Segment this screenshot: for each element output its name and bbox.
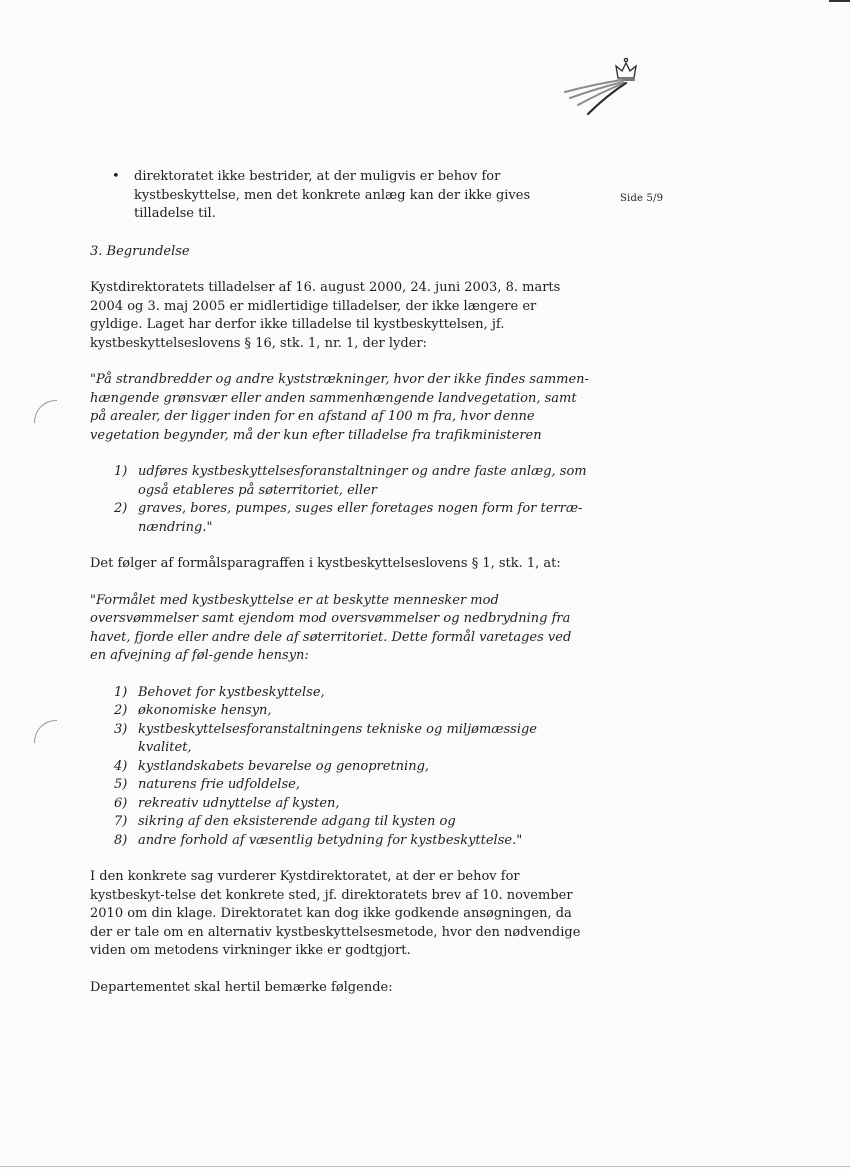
list-number: 6) bbox=[114, 795, 128, 811]
list-item bbox=[90, 500, 590, 537]
list-item bbox=[90, 795, 590, 814]
list-text: udføres kystbeskyttelsesforanstaltninger og andre faste anlæg, som også etableres på søterritoriet, eller bbox=[138, 464, 587, 498]
list-text: økonomiske hensyn, bbox=[138, 703, 272, 718]
list-item bbox=[90, 721, 590, 758]
list-text: naturens frie udfoldelse, bbox=[138, 777, 300, 792]
list-number: 8) bbox=[114, 832, 128, 848]
quote-section-1: "Formålet med kystbeskyttelse er at beskytte mennesker mod oversvømmelser samt ejendom mod oversvømmelser og nedbrydning fra havet, fjorde eller andre dele af søterritoriet. Dette formål varetages ved en afvejning af føl-gende hensyn: bbox=[90, 592, 572, 663]
paragraph-2: Det følger af formålsparagraffen i kystbeskyttelseslovens § 1, stk. 1, at: bbox=[90, 556, 561, 571]
list-item bbox=[90, 463, 590, 500]
page-number: Side 5/9 bbox=[620, 193, 664, 204]
list-text: andre forhold af væsentlig betydning for kystbeskyttelse." bbox=[138, 832, 523, 848]
list-item bbox=[90, 813, 590, 832]
punch-hole-bottom bbox=[34, 720, 57, 743]
list-section-16 bbox=[90, 463, 590, 537]
list-item bbox=[90, 758, 590, 777]
scan-edge-mark bbox=[829, 0, 850, 2]
list-number: 1) bbox=[114, 464, 128, 479]
punch-hole-top bbox=[34, 400, 57, 423]
paragraph-4: Departementet skal hertil bemærke følgende: bbox=[90, 979, 393, 995]
scan-edge-mark-bottom bbox=[0, 1166, 850, 1167]
list-item bbox=[90, 684, 590, 703]
ministry-crown-logo bbox=[560, 56, 650, 118]
bullet-text: direktoratet ikke bestrider, at der muligvis er behov for kystbeskyttelse, men det konkrete anlæg kan der ikke gives tilladelse til. bbox=[134, 169, 531, 221]
bullet-item bbox=[112, 168, 590, 224]
list-text: sikring af den eksisterende adgang til kysten og bbox=[138, 814, 456, 829]
quote-section-16: "På strandbredder og andre kyststrækninger, hvor der ikke findes sammen-hængende grønsvær eller anden sammenhængende landvegetation, samt på arealer, der ligger inden for en afstand af 100 m fra, hvor denne vegetation begynder, må der kun efter tilladelse fra trafikministeren bbox=[90, 372, 589, 443]
list-item bbox=[90, 832, 590, 851]
list-number: 5) bbox=[114, 777, 128, 792]
list-text: rekreativ udnyttelse af kysten, bbox=[138, 795, 340, 811]
list-number: 1) bbox=[114, 684, 128, 700]
list-item bbox=[90, 702, 590, 721]
list-text: kystlandskabets bevarelse og genopretning, bbox=[138, 758, 430, 774]
list-item bbox=[90, 776, 590, 795]
list-text: Behovet for kystbeskyttelse, bbox=[138, 684, 325, 700]
list-number: 3) bbox=[114, 721, 128, 737]
list-section-1 bbox=[90, 684, 590, 851]
paragraph-3: I den konkrete sag vurderer Kystdirektoratet, at der er behov for kystbeskyt-telse det konkrete sted, jf. direktoratets brev af 10. november 2010 om din klage. Direktoratet kan dog ikke godkende ansøgningen, da der er tale om en alternativ kystbeskyttelsesmetode, hvor den nødvendige viden om metodens virkninger ikke er godtgjort. bbox=[90, 869, 581, 958]
letter-body bbox=[90, 168, 590, 1015]
list-number: 7) bbox=[114, 814, 128, 829]
section-heading: 3. Begrundelse bbox=[90, 243, 190, 259]
list-number: 2) bbox=[114, 501, 128, 516]
paragraph-1: Kystdirektoratets tilladelser af 16. august 2000, 24. juni 2003, 8. marts 2004 og 3. maj 2005 er midlertidige tilladelser, der ikke længere er gyldige. Laget har derfor ikke tilladelse til kystbeskyttelsen, jf. kystbeskyttelseslovens § 16, stk. 1, nr. 1, der lyder: bbox=[90, 280, 561, 351]
bullet-dot-icon: • bbox=[112, 169, 120, 184]
list-text: graves, bores, pumpes, suges eller foretages nogen form for terræ-nændring." bbox=[138, 501, 583, 535]
list-text: kystbeskyttelsesforanstaltningens tekniske og miljømæssige kvalitet, bbox=[138, 721, 538, 755]
list-number: 2) bbox=[114, 703, 128, 718]
list-number: 4) bbox=[114, 758, 128, 774]
